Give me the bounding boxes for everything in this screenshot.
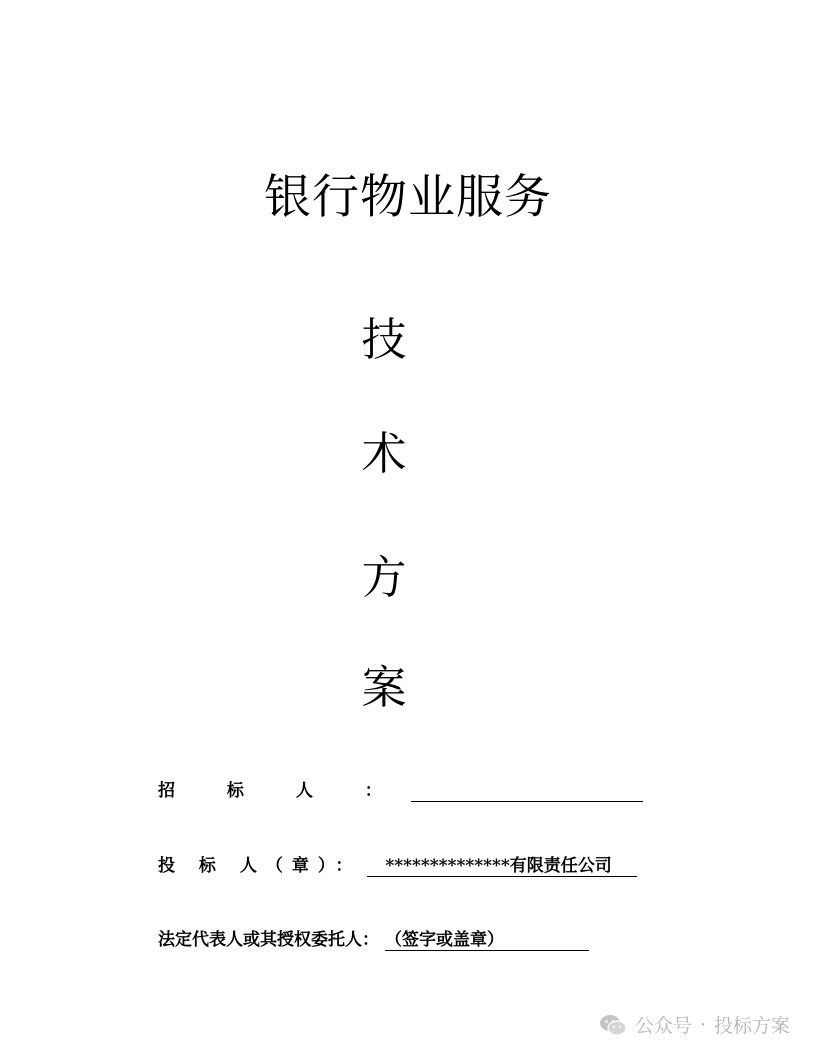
- tenderer-field: [158, 780, 643, 802]
- watermark-source: 公众号: [634, 1015, 692, 1037]
- cover-subtitle-char-1: 技: [361, 313, 407, 366]
- tenderer-line: [411, 781, 643, 802]
- representative-value: （签字或盖章）: [385, 930, 504, 950]
- cover-subtitle-char-2: 术: [361, 427, 407, 480]
- bidder-value: **************有限责任公司: [385, 856, 612, 876]
- representative-line: [385, 930, 589, 951]
- watermark-account: 投标方案: [713, 1015, 790, 1037]
- cover-subtitle-char-3: 方: [361, 551, 407, 604]
- representative-field: [158, 929, 589, 951]
- cover-subtitle-char-4: 案: [361, 661, 407, 714]
- watermark: [599, 1011, 790, 1038]
- bidder-line: [367, 856, 637, 877]
- watermark-separator: ·: [699, 1013, 706, 1036]
- wechat-icon: [599, 1014, 627, 1036]
- bidder-field: [158, 855, 637, 877]
- representative-label: 法定代表人或其授权委托人：: [158, 930, 379, 950]
- tenderer-label: 招 标 人 ：: [158, 781, 405, 801]
- bidder-label: 投 标 人（章）：: [158, 856, 362, 876]
- cover-title: 银行物业服务: [264, 170, 552, 225]
